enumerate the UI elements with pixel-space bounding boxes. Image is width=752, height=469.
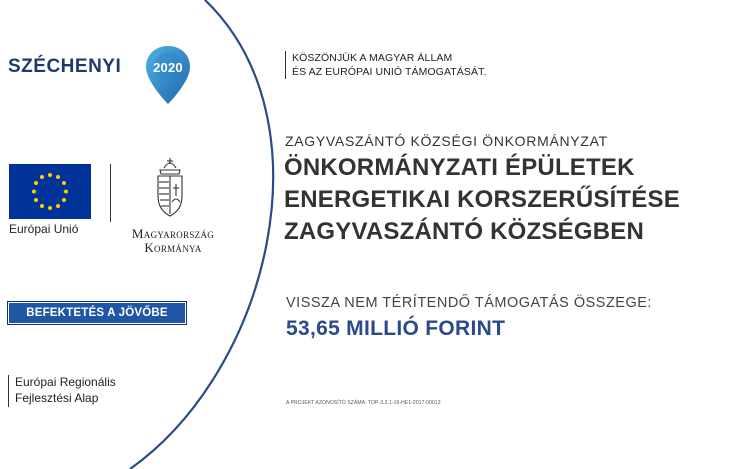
erfa-label-line2: Fejlesztési Alap bbox=[15, 391, 99, 405]
location-pin-icon bbox=[144, 44, 192, 108]
invest-future-badge: BEFEKTETÉS A JÖVŐBE bbox=[7, 301, 187, 325]
project-title-line1: ÖNKORMÁNYZATI ÉPÜLETEK bbox=[284, 154, 635, 181]
thanks-divider bbox=[285, 51, 286, 79]
erfa-label-line1: Európai Regionális bbox=[15, 375, 116, 389]
thanks-line1: KÖSZÖNJÜK A MAGYAR ÁLLAM bbox=[292, 52, 453, 64]
coat-of-arms-icon bbox=[150, 156, 190, 220]
project-title-line2: ENERGETIKAI KORSZERŰSÍTÉSE bbox=[284, 186, 680, 213]
szechenyi-brand: SZÉCHENYI bbox=[8, 56, 122, 77]
project-id: A PROJEKT AZONOSÍTÓ SZÁMA: TOP-3.2.1-16-HE1-2017-00013 bbox=[286, 400, 441, 406]
logo-divider bbox=[110, 164, 111, 222]
thanks-line2: ÉS AZ EURÓPAI UNIÓ TÁMOGATÁSÁT. bbox=[292, 66, 487, 78]
eu-flag-icon bbox=[9, 164, 91, 219]
project-title-line3: ZAGYVASZÁNTÓ KÖZSÉGBEN bbox=[284, 218, 644, 245]
support-amount-label: VISSZA NEM TÉRÍTENDŐ TÁMOGATÁS ÖSSZEGE: bbox=[286, 295, 652, 311]
government-label-line2: Kormánya bbox=[144, 240, 202, 255]
szechenyi-year: 2020 bbox=[153, 60, 183, 75]
erfa-divider bbox=[8, 375, 9, 407]
eu-label: Európai Unió bbox=[9, 222, 79, 236]
government-label-line1: Magyarország bbox=[131, 226, 215, 241]
support-amount-value: 53,65 MILLIÓ FORINT bbox=[286, 317, 506, 340]
beneficiary-name: ZAGYVASZÁNTÓ KÖZSÉGI ÖNKORMÁNYZAT bbox=[285, 133, 608, 149]
